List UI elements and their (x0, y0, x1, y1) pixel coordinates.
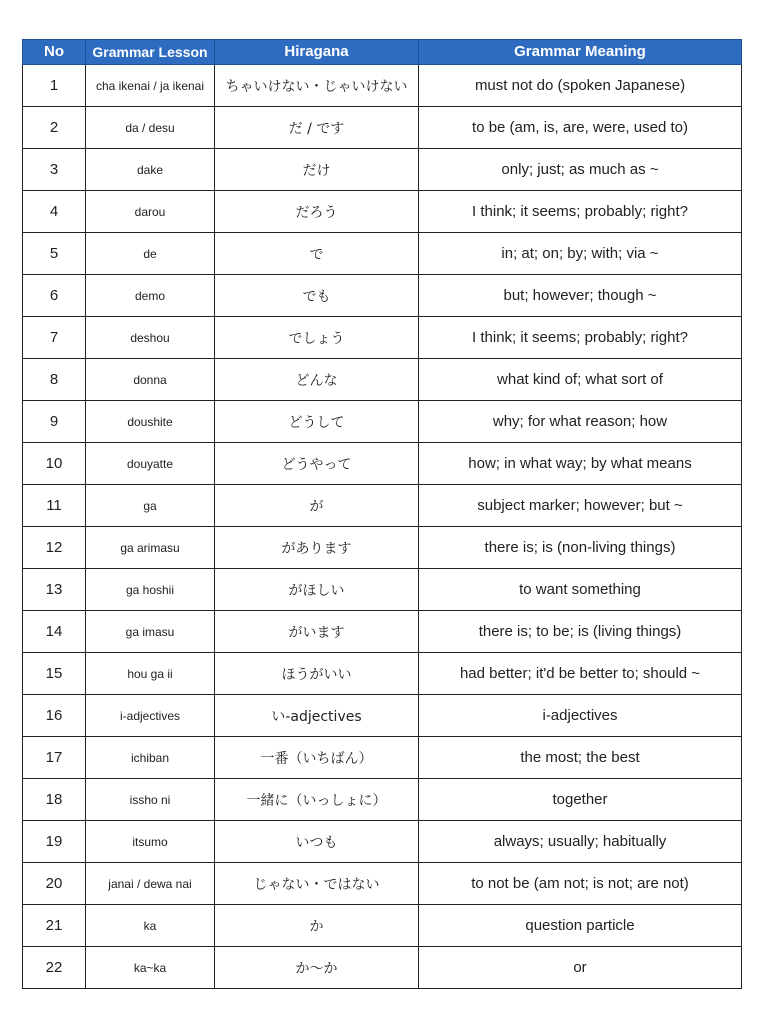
hiragana-cell: か (215, 905, 419, 947)
table-row (23, 905, 742, 947)
grammar-meaning-cell: always; usually; habitually (419, 821, 742, 863)
grammar-table (22, 39, 742, 989)
hiragana-cell: じゃない・ではない (215, 863, 419, 905)
grammar-lesson-cell: cha ikenai / ja ikenai (86, 65, 215, 107)
table-row (23, 569, 742, 611)
row-number: 17 (23, 737, 86, 779)
table-row (23, 233, 742, 275)
grammar-lesson-cell: ichiban (86, 737, 215, 779)
grammar-meaning-cell: together (419, 779, 742, 821)
table-row (23, 653, 742, 695)
grammar-lesson-cell: donna (86, 359, 215, 401)
table-row (23, 821, 742, 863)
hiragana-cell: 一番（いちばん） (215, 737, 419, 779)
grammar-meaning-cell: what kind of; what sort of (419, 359, 742, 401)
table-row (23, 695, 742, 737)
row-number: 8 (23, 359, 86, 401)
table-row (23, 317, 742, 359)
hiragana-cell: があります (215, 527, 419, 569)
table-row (23, 485, 742, 527)
header-hiragana: Hiragana (215, 40, 419, 65)
table-row (23, 863, 742, 905)
grammar-lesson-cell: i-adjectives (86, 695, 215, 737)
hiragana-cell: ちゃいけない・じゃいけない (215, 65, 419, 107)
table-row (23, 779, 742, 821)
hiragana-cell: どんな (215, 359, 419, 401)
grammar-meaning-cell: must not do (spoken Japanese) (419, 65, 742, 107)
row-number: 9 (23, 401, 86, 443)
row-number: 12 (23, 527, 86, 569)
row-number: 10 (23, 443, 86, 485)
table-row (23, 947, 742, 989)
grammar-lesson-cell: ka (86, 905, 215, 947)
grammar-meaning-cell: to be (am, is, are, were, used to) (419, 107, 742, 149)
table-row (23, 527, 742, 569)
grammar-lesson-cell: darou (86, 191, 215, 233)
table-row (23, 149, 742, 191)
grammar-meaning-cell: why; for what reason; how (419, 401, 742, 443)
row-number: 21 (23, 905, 86, 947)
table-row (23, 107, 742, 149)
hiragana-cell: が (215, 485, 419, 527)
grammar-meaning-cell: in; at; on; by; with; via ~ (419, 233, 742, 275)
grammar-lesson-cell: ga imasu (86, 611, 215, 653)
row-number: 22 (23, 947, 86, 989)
grammar-meaning-cell: there is; is (non-living things) (419, 527, 742, 569)
grammar-lesson-cell: da / desu (86, 107, 215, 149)
table-row (23, 611, 742, 653)
grammar-lesson-cell: demo (86, 275, 215, 317)
table-row (23, 443, 742, 485)
grammar-meaning-cell: question particle (419, 905, 742, 947)
hiragana-cell: がいます (215, 611, 419, 653)
row-number: 4 (23, 191, 86, 233)
hiragana-cell: 一緒に（いっしょに） (215, 779, 419, 821)
row-number: 13 (23, 569, 86, 611)
hiragana-cell: か〜か (215, 947, 419, 989)
grammar-lesson-cell: deshou (86, 317, 215, 359)
row-number: 20 (23, 863, 86, 905)
hiragana-cell: でしょう (215, 317, 419, 359)
header-no: No (23, 40, 86, 65)
row-number: 1 (23, 65, 86, 107)
hiragana-cell: いつも (215, 821, 419, 863)
grammar-meaning-cell: subject marker; however; but ~ (419, 485, 742, 527)
grammar-meaning-cell: the most; the best (419, 737, 742, 779)
hiragana-cell: だ / です (215, 107, 419, 149)
hiragana-cell: ほうがいい (215, 653, 419, 695)
row-number: 18 (23, 779, 86, 821)
table-row (23, 401, 742, 443)
header-grammar-lesson: Grammar Lesson (86, 40, 215, 65)
table-row (23, 65, 742, 107)
grammar-meaning-cell: there is; to be; is (living things) (419, 611, 742, 653)
row-number: 6 (23, 275, 86, 317)
hiragana-cell: がほしい (215, 569, 419, 611)
hiragana-cell: でも (215, 275, 419, 317)
hiragana-cell: どうやって (215, 443, 419, 485)
grammar-meaning-cell: how; in what way; by what means (419, 443, 742, 485)
grammar-lesson-cell: ga (86, 485, 215, 527)
table-row (23, 737, 742, 779)
table-row (23, 191, 742, 233)
row-number: 19 (23, 821, 86, 863)
hiragana-cell: だろう (215, 191, 419, 233)
grammar-meaning-cell: only; just; as much as ~ (419, 149, 742, 191)
grammar-lesson-cell: itsumo (86, 821, 215, 863)
grammar-meaning-cell: but; however; though ~ (419, 275, 742, 317)
grammar-lesson-cell: ga hoshii (86, 569, 215, 611)
grammar-meaning-cell: i-adjectives (419, 695, 742, 737)
grammar-meaning-cell: or (419, 947, 742, 989)
table-row (23, 359, 742, 401)
row-number: 16 (23, 695, 86, 737)
grammar-lesson-cell: dake (86, 149, 215, 191)
grammar-meaning-cell: to want something (419, 569, 742, 611)
header-grammar-meaning: Grammar Meaning (419, 40, 742, 65)
header-row (23, 40, 742, 65)
grammar-lesson-cell: ka~ka (86, 947, 215, 989)
hiragana-cell: い-adjectives (215, 695, 419, 737)
row-number: 14 (23, 611, 86, 653)
hiragana-cell: だけ (215, 149, 419, 191)
row-number: 15 (23, 653, 86, 695)
grammar-lesson-cell: doushite (86, 401, 215, 443)
grammar-lesson-cell: ga arimasu (86, 527, 215, 569)
grammar-lesson-cell: de (86, 233, 215, 275)
grammar-lesson-cell: douyatte (86, 443, 215, 485)
grammar-meaning-cell: to not be (am not; is not; are not) (419, 863, 742, 905)
row-number: 11 (23, 485, 86, 527)
hiragana-cell: で (215, 233, 419, 275)
row-number: 5 (23, 233, 86, 275)
hiragana-cell: どうして (215, 401, 419, 443)
row-number: 3 (23, 149, 86, 191)
grammar-meaning-cell: had better; it'd be better to; should ~ (419, 653, 742, 695)
grammar-lesson-cell: issho ni (86, 779, 215, 821)
grammar-lesson-cell: hou ga ii (86, 653, 215, 695)
table-row (23, 275, 742, 317)
grammar-meaning-cell: I think; it seems; probably; right? (419, 191, 742, 233)
grammar-lesson-cell: janai / dewa nai (86, 863, 215, 905)
row-number: 2 (23, 107, 86, 149)
row-number: 7 (23, 317, 86, 359)
grammar-meaning-cell: I think; it seems; probably; right? (419, 317, 742, 359)
